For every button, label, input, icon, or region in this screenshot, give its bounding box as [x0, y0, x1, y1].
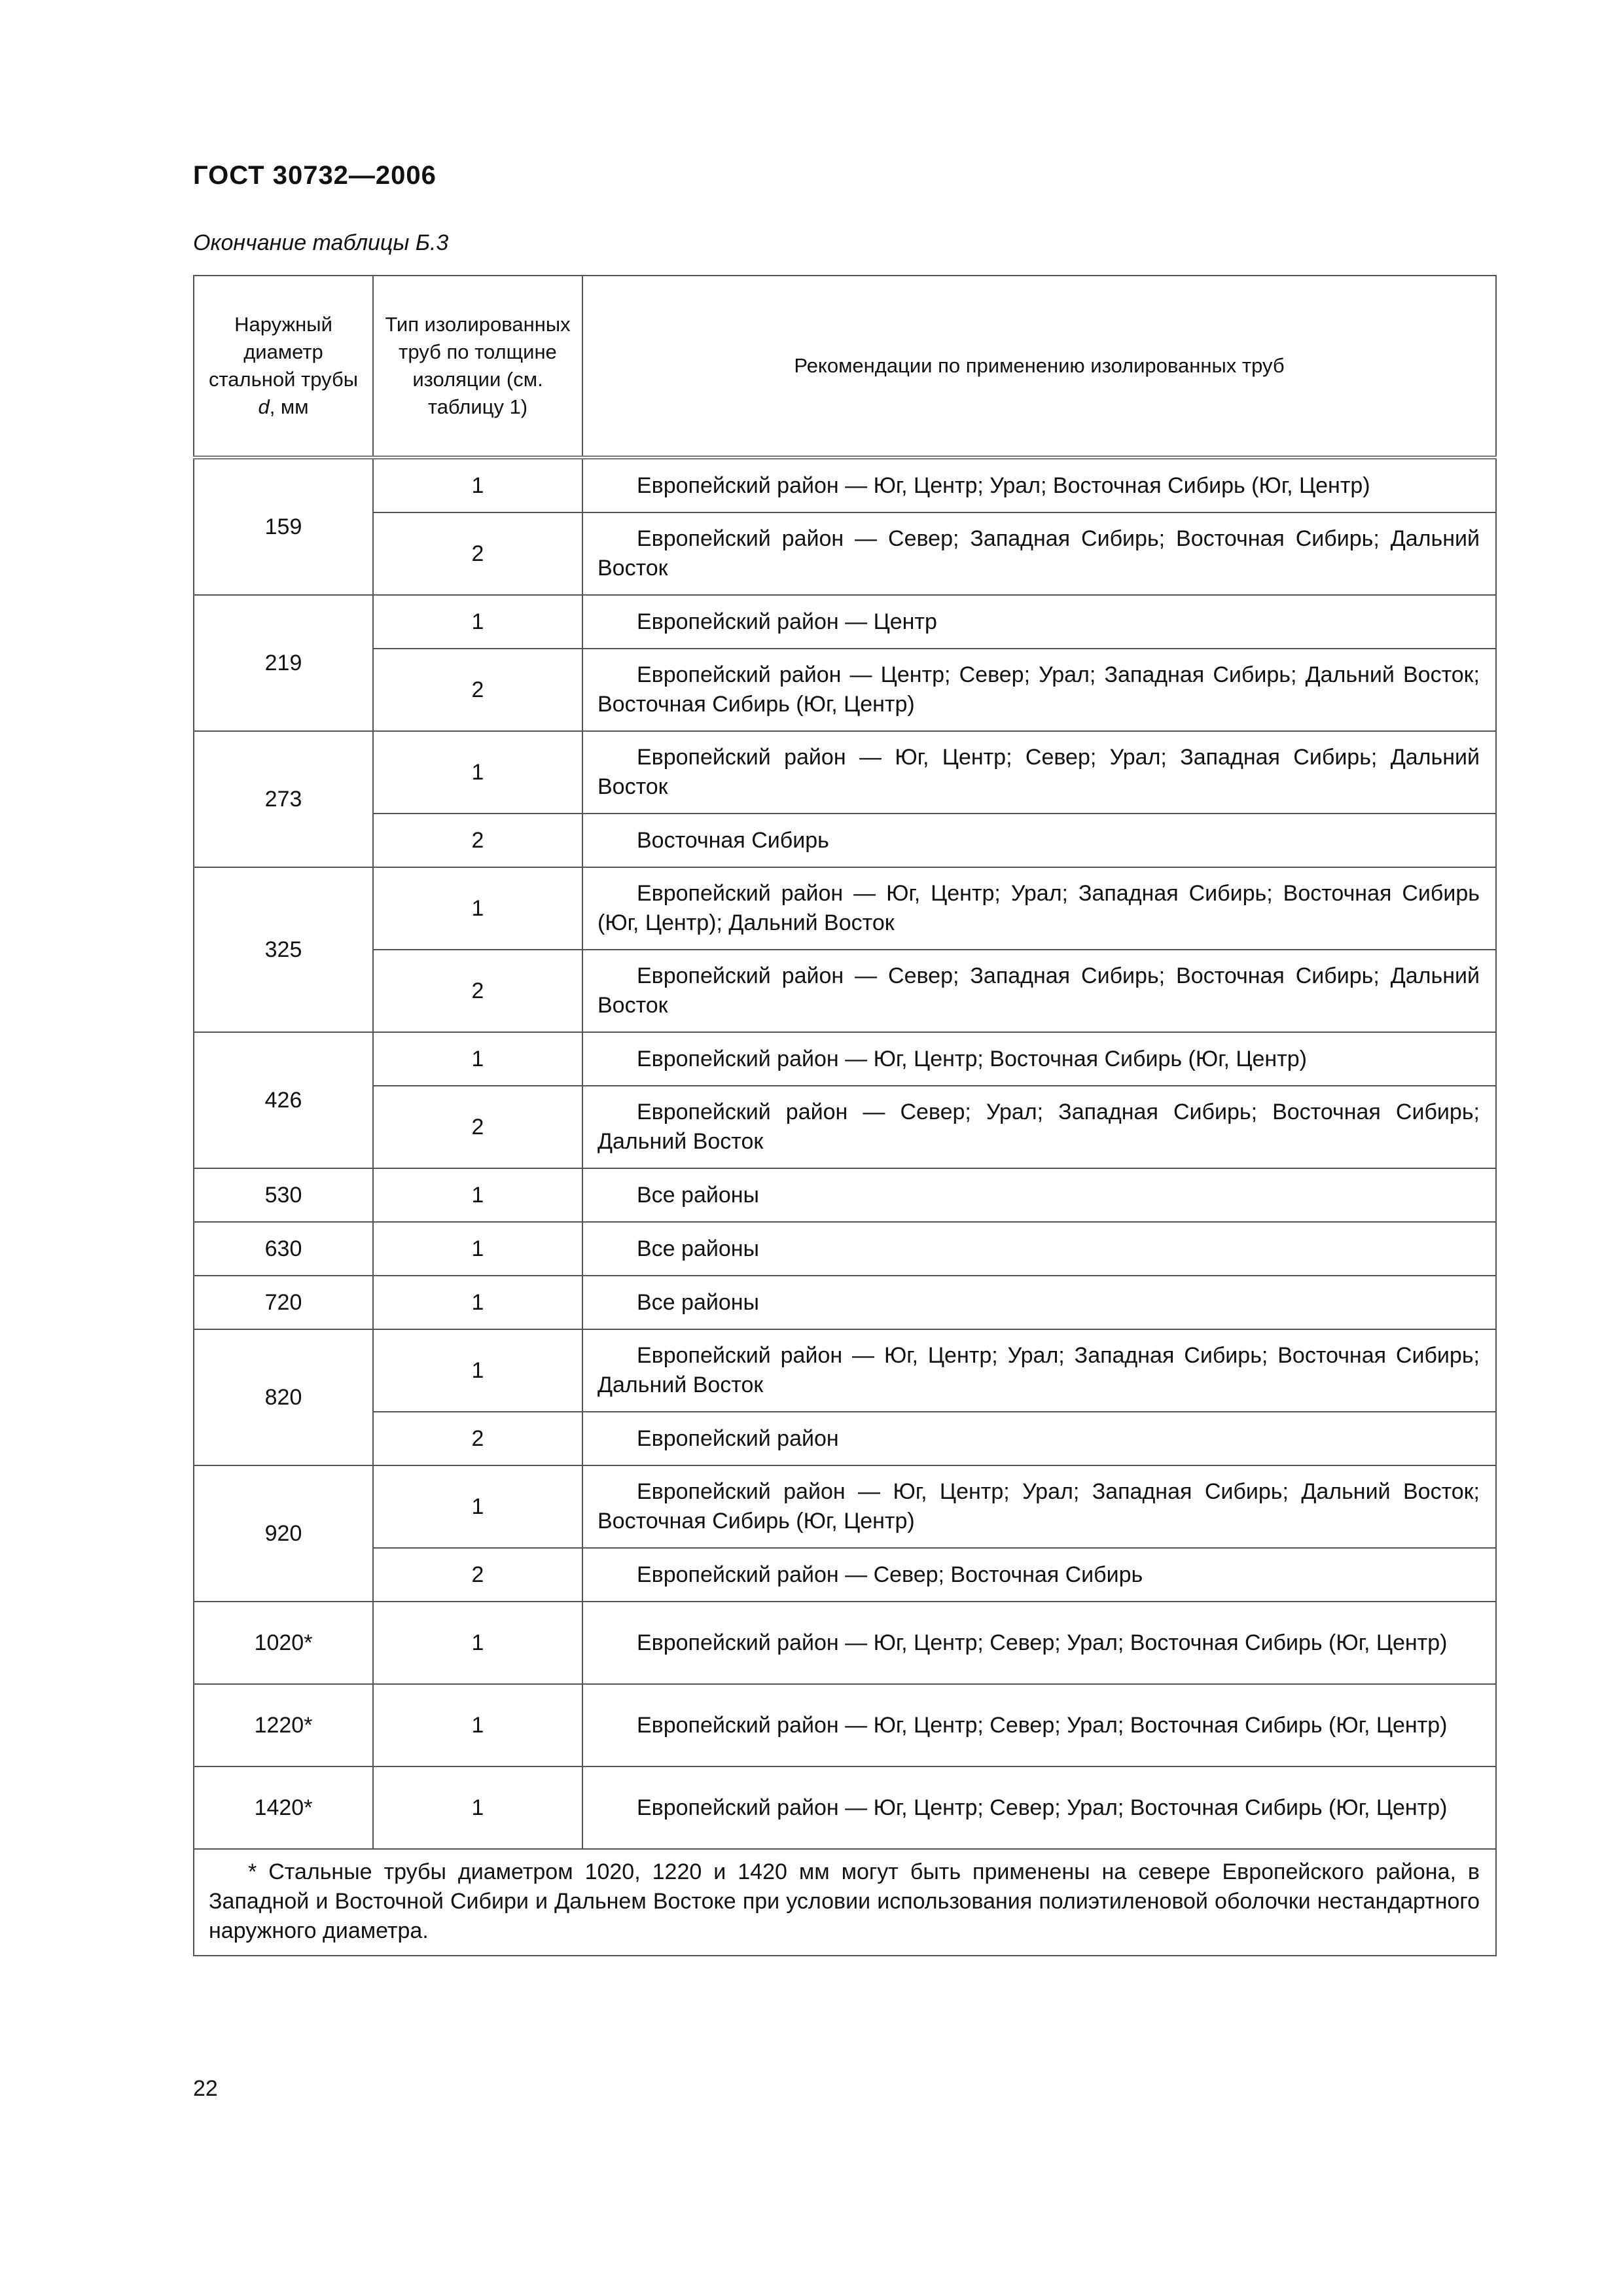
diameter-cell: 820 — [194, 1329, 373, 1465]
table-row — [194, 1412, 1496, 1465]
table-row — [194, 1329, 1496, 1412]
table-footnote: * Стальные трубы диаметром 1020, 1220 и 1420 мм могут быть применены на севере Европейского района, в Западной и Восточной Сибири и Дальнем Востоке при условии использования полиэтиленовой оболочки нестандартного наружного диаметра. — [194, 1849, 1496, 1956]
table-row — [194, 867, 1496, 950]
type-cell: 1 — [373, 1329, 582, 1412]
recommendation-cell: Европейский район — [582, 1412, 1496, 1465]
table-row — [194, 649, 1496, 731]
diameter-cell: 273 — [194, 731, 373, 867]
header-diameter-prefix: Наружный диаметр стальной трубы — [208, 312, 359, 391]
table-row — [194, 1032, 1496, 1086]
type-cell: 1 — [373, 1168, 582, 1222]
table-header — [194, 276, 1496, 457]
table-row — [194, 1767, 1496, 1849]
recommendation-cell: Европейский район — Юг, Центр; Север; Урал; Восточная Сибирь (Юг, Центр) — [582, 1684, 1496, 1767]
type-cell: 1 — [373, 1767, 582, 1849]
recommendation-cell: Европейский район — Юг, Центр; Урал; Западная Сибирь; Восточная Сибирь; Дальний Восток — [582, 1329, 1496, 1412]
header-row — [194, 276, 1496, 457]
table-body — [194, 457, 1496, 1956]
table-row — [194, 1086, 1496, 1168]
type-cell: 1 — [373, 457, 582, 512]
type-cell: 2 — [373, 1548, 582, 1602]
table-row — [194, 512, 1496, 595]
recommendation-cell: Европейский район — Юг, Центр; Север; Урал; Восточная Сибирь (Юг, Центр) — [582, 1767, 1496, 1849]
table-row — [194, 1602, 1496, 1684]
diameter-cell: 1220* — [194, 1684, 373, 1767]
recommendation-cell: Европейский район — Юг, Центр; Урал; Западная Сибирь; Восточная Сибирь (Юг, Центр); Дальний Восток — [582, 867, 1496, 950]
recommendations-table — [193, 275, 1497, 1956]
table-caption: Окончание таблицы Б.3 — [193, 230, 449, 255]
table-row — [194, 1684, 1496, 1767]
type-cell: 1 — [373, 595, 582, 649]
header-diameter — [194, 276, 373, 457]
table-row — [194, 1168, 1496, 1222]
type-cell: 1 — [373, 1032, 582, 1086]
type-cell: 1 — [373, 1602, 582, 1684]
recommendation-cell: Европейский район — Юг, Центр; Урал; Восточная Сибирь (Юг, Центр) — [582, 457, 1496, 512]
table-row — [194, 457, 1496, 512]
type-cell: 2 — [373, 1412, 582, 1465]
type-cell: 2 — [373, 950, 582, 1032]
type-cell: 2 — [373, 814, 582, 867]
page-number: 22 — [193, 2076, 218, 2101]
type-cell: 2 — [373, 512, 582, 595]
recommendation-cell: Европейский район — Север; Западная Сибирь; Восточная Сибирь; Дальний Восток — [582, 512, 1496, 595]
recommendation-cell: Европейский район — Юг, Центр; Урал; Западная Сибирь; Дальний Восток; Восточная Сибирь (Юг, Центр) — [582, 1465, 1496, 1548]
diameter-cell: 530 — [194, 1168, 373, 1222]
recommendation-cell: Европейский район — Юг, Центр; Север; Урал; Восточная Сибирь (Юг, Центр) — [582, 1602, 1496, 1684]
header-type: Тип изолированных труб по толщине изоляции (см. таблицу 1) — [373, 276, 582, 457]
diameter-cell: 219 — [194, 595, 373, 731]
table-row — [194, 731, 1496, 814]
header-diameter-variable: d — [258, 395, 270, 419]
recommendation-cell: Европейский район — Север; Западная Сибирь; Восточная Сибирь; Дальний Восток — [582, 950, 1496, 1032]
type-cell: 2 — [373, 649, 582, 731]
recommendation-cell: Восточная Сибирь — [582, 814, 1496, 867]
type-cell: 1 — [373, 1465, 582, 1548]
diameter-cell: 630 — [194, 1222, 373, 1276]
table-row — [194, 1276, 1496, 1329]
recommendation-cell: Европейский район — Юг, Центр; Восточная Сибирь (Юг, Центр) — [582, 1032, 1496, 1086]
diameter-cell: 1020* — [194, 1602, 373, 1684]
recommendation-cell: Европейский район — Юг, Центр; Север; Урал; Западная Сибирь; Дальний Восток — [582, 731, 1496, 814]
diameter-cell: 325 — [194, 867, 373, 1032]
recommendation-cell: Европейский район — Север; Восточная Сибирь — [582, 1548, 1496, 1602]
type-cell: 1 — [373, 867, 582, 950]
recommendation-cell: Все районы — [582, 1222, 1496, 1276]
type-cell: 1 — [373, 731, 582, 814]
type-cell: 2 — [373, 1086, 582, 1168]
recommendation-cell: Все районы — [582, 1168, 1496, 1222]
table-row — [194, 1548, 1496, 1602]
recommendation-cell: Европейский район — Север; Урал; Западная Сибирь; Восточная Сибирь; Дальний Восток — [582, 1086, 1496, 1168]
type-cell: 1 — [373, 1276, 582, 1329]
diameter-cell: 426 — [194, 1032, 373, 1168]
table-row — [194, 950, 1496, 1032]
footnote-row — [194, 1849, 1496, 1956]
table-row — [194, 1222, 1496, 1276]
diameter-cell: 1420* — [194, 1767, 373, 1849]
header-recommendation: Рекомендации по применению изолированных труб — [582, 276, 1496, 457]
diameter-cell: 920 — [194, 1465, 373, 1602]
recommendation-cell: Все районы — [582, 1276, 1496, 1329]
table-row — [194, 1465, 1496, 1548]
table-row — [194, 814, 1496, 867]
type-cell: 1 — [373, 1222, 582, 1276]
document-header: ГОСТ 30732—2006 — [193, 161, 437, 190]
diameter-cell: 159 — [194, 457, 373, 595]
type-cell: 1 — [373, 1684, 582, 1767]
recommendation-cell: Европейский район — Центр — [582, 595, 1496, 649]
diameter-cell: 720 — [194, 1276, 373, 1329]
table-row — [194, 595, 1496, 649]
header-diameter-suffix: , мм — [269, 395, 309, 419]
recommendation-cell: Европейский район — Центр; Север; Урал; Западная Сибирь; Дальний Восток; Восточная Сибирь (Юг, Центр) — [582, 649, 1496, 731]
